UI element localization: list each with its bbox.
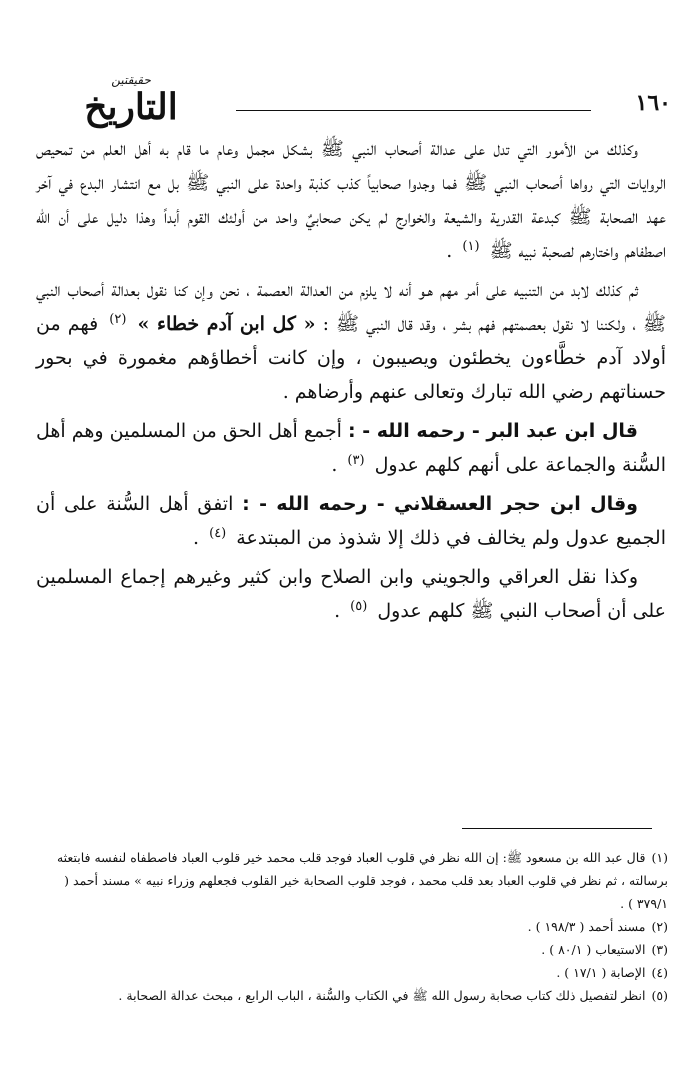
footnote-5: (٥)انظر لتفصيل ذلك كتاب صحابة رسول الله ﷺ في الكتاب والسُّنة ، الباب الرابع ، مبحث عدالة الصحابة . (118, 988, 668, 1003)
footnote-ref-1[interactable]: (١) (462, 238, 480, 254)
paragraph-4: وقال ابن حجر العسقلاني - رحمه الله - : اتفق أهل السُّنة على أن الجميع عدول ولم يخالف في ذلك إلا شذوذ من المبتدعة $^{(٤)}$ . (36, 493, 666, 549)
book-title-ornament (36, 70, 226, 130)
body-text (36, 132, 666, 628)
footnote-2: (٢)مسند أحمد ( ١٩٨/٣ ) . (527, 919, 668, 934)
footnote-ref-5[interactable]: (٥) (350, 598, 368, 614)
footnote-separator (462, 828, 652, 829)
footnote-1: (١)قال عبد الله بن مسعود ﷺ: إن الله نظر في قلوب العباد فوجد قلب محمد خير قلوب العباد فاصطفاه لنفسه فابتعثه برسالته ، ثم نظر في قلوب العباد بعد قلب محمد ، فوجد قلوب الصحابة خير القلوب فجعلهم وزراء نبيه » مسند أحمد ( ٣٧٩/١ ) . (56, 850, 668, 911)
footnote-ref-2[interactable]: (٢) (109, 311, 127, 327)
footnote-ref-4[interactable]: (٤) (209, 525, 227, 541)
running-header (36, 60, 671, 130)
footnotes (34, 846, 668, 1007)
paragraph-2: ثم كذلك لابد من التنبيه على أمر مهم هـو أنه لا يلزم من العدالة العصمة ، نحن وإن كنا نقول بعدالة أصحاب النبي ﷺ ، ولكننا لا نقول بعصمتهم فهم بشر ، وقد قال النبي ﷺ : « كل ابن آدم خطاء » $^{(٢)}$ فهم من أولاد آدم خطَّاءون يخطئون ويصيبون ، وإن كانت أخطاؤهم مغمورة في بحور حسناتهم رضي الله تبارك وتعالى عنهم وأرضاهم . (36, 279, 667, 403)
hadith-quote: « كل ابن آدم خطاء » (137, 313, 316, 335)
header-rule (236, 110, 591, 111)
book-title: التاريخ (84, 86, 178, 128)
footnote-ref-3[interactable]: (٣) (347, 452, 365, 468)
book-title-kicker: حقيقتين (111, 73, 151, 87)
page-number: ١٦٠ (635, 90, 671, 116)
paragraph-5: وكذا نقل العراقي والجويني وابن الصلاح وابن كثير وغيرهم إجماع المسلمين على أن أصحاب النبي ﷺ كلهم عدول $^{(٥)}$ . (36, 566, 666, 622)
paragraph-1: وكذلك من الأمور التي تدل على عدالة أصحاب النبي ﷺ بشكل مجمل وعام ما قام به أهل العلم من تمحيص الروايات التي رواها أصحاب النبي ﷺ فما وجدوا صحابياً كذب كذبة واحدة على النبي ﷺ بل مع انتشار البدع في آخر عهد الصحابة ﷺ كبدعة القدرية والشيعة والخوارج لم يكن صحابيٌ واحد من أولئك القوم أبداً وهذا دليل على أن الله اصطفاهم واختارهم لصحبة نبيه ﷺ $^{(١)}$ . (36, 138, 666, 262)
footnote-3: (٣)الاستيعاب ( ٨٠/١ ) . (541, 942, 668, 957)
speaker-ibn-hajar: وقال ابن حجر العسقلاني - رحمه الله - : (242, 493, 638, 515)
footnote-4: (٤)الإصابة ( ١٧/١ ) . (556, 965, 668, 980)
paragraph-3: قال ابن عبد البر - رحمه الله - : أجمع أهل الحق من المسلمين وهم أهل السُّنة والجماعة على أنهم كلهم عدول $^{(٣)}$ . (36, 420, 666, 476)
speaker-ibn-abd-albarr: قال ابن عبد البر - رحمه الله - : (348, 420, 638, 442)
